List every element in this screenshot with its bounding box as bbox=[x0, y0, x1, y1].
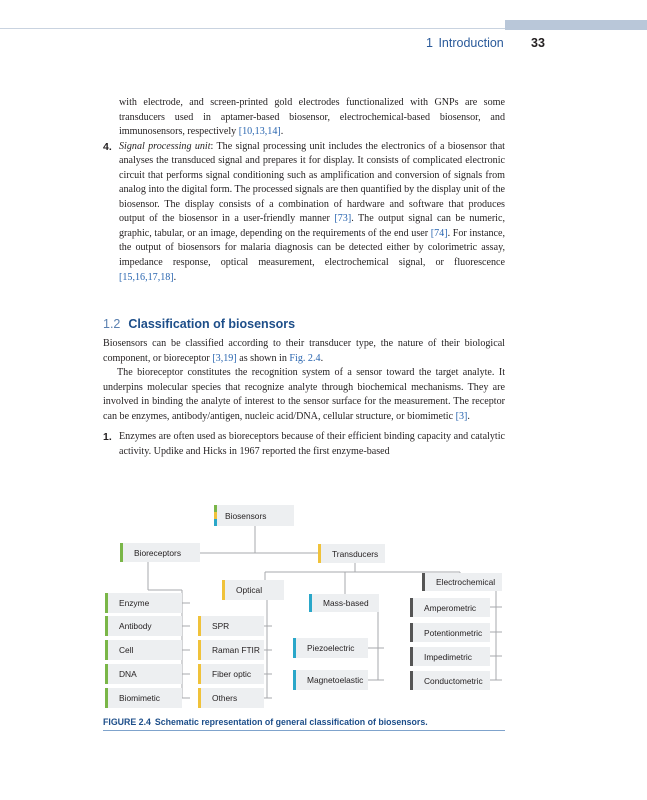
node-electrochemical: Electrochemical bbox=[422, 573, 502, 591]
paragraph-classification: Biosensors can be classified according to their transducer type, the nature of their biological component, or bioreceptor [3,19] as shown in Fig. 2.4. bbox=[103, 338, 505, 364]
figure-label: FIGURE 2.4 bbox=[103, 717, 151, 727]
node-biomimetic: Biomimetic bbox=[105, 688, 182, 708]
node-mass-based: Mass-based bbox=[309, 594, 379, 612]
citation-link[interactable]: [15,16,17,18] bbox=[119, 271, 174, 283]
node-piezoelectric: Piezoelectric bbox=[293, 638, 368, 658]
list-item-signal-processing: 4. Signal processing unit: The signal processing unit includes the electronics of a biosensor that analyses the transduced signal and prepares it for display. It consists of complicated electronic circuit that performs signal conditioning such as amplification and conversion of signals from analog into the digital form. The processed signals are then quantified by the display unit of the biosensor. The display consists of a combination of hardware and software that produces output of the biosensor in a user-friendly manner [73]. The output signal can be numeric, graphic, tabular, or an image, depending on the requirements of the end user [74]. For instance, the output of biosensors for malaria diagnosis can be detected either by colorimetric assay, impedance response, optical measurement, electrochemical signal, or fluorescence [15,16,17,18]. bbox=[103, 140, 506, 283]
item-title: Signal processing unit bbox=[119, 140, 211, 152]
citation-link[interactable]: [3,19] bbox=[212, 352, 237, 364]
chapter-title: Introduction bbox=[438, 36, 504, 50]
list-number: 4. bbox=[103, 140, 112, 153]
node-impedimetric: Impedimetric bbox=[410, 647, 490, 666]
node-enzyme: Enzyme bbox=[105, 593, 182, 613]
section-title: Classification of biosensors bbox=[128, 317, 296, 331]
figure-caption-text: Schematic representation of general classification of biosensors. bbox=[154, 717, 428, 727]
node-cell: Cell bbox=[105, 640, 182, 660]
node-optical: Optical bbox=[222, 580, 284, 600]
citation-link[interactable]: [3] bbox=[455, 410, 468, 422]
list-item-enzymes: 1. Enzymes are often used as bioreceptors because of their efficient binding capacity and catalytic activity. Updike and Hicks in 1967 reported the first enzyme-based bbox=[103, 431, 505, 457]
node-spr: SPR bbox=[198, 616, 264, 636]
list-number: 1. bbox=[103, 431, 112, 444]
node-others: Others bbox=[198, 688, 264, 708]
paragraph-bioreceptor: The bioreceptor constitutes the recognition system of a sensor toward the target analyte. It underpins molecular species that recognize analyte through biochemical mechanisms. They are involved in binding the analyte of interest to the sensor surface for the measurement. The receptor can be enzymes, antibody/antigen, nucleic acid/DNA, cellular structure, or biomimetic [3]. bbox=[103, 367, 505, 422]
node-potentionmetric: Potentionmetric bbox=[410, 623, 490, 642]
node-raman-ftir: Raman FTIR bbox=[198, 640, 264, 660]
citation-link[interactable]: [10,13,14] bbox=[238, 126, 281, 138]
page-number: 33 bbox=[531, 36, 545, 50]
node-transducers: Transducers bbox=[318, 544, 385, 563]
section-number: 1.2 bbox=[103, 317, 121, 331]
node-dna: DNA bbox=[105, 664, 182, 684]
node-bioreceptors: Bioreceptors bbox=[120, 543, 200, 562]
root-color-bar bbox=[214, 505, 217, 526]
node-amperometric: Amperometric bbox=[410, 598, 490, 617]
node-antibody: Antibody bbox=[105, 616, 182, 636]
node-conductometric: Conductometric bbox=[410, 671, 490, 690]
chapter-number: 1 bbox=[426, 36, 433, 50]
para-continuation: with electrode, and screen-printed gold electrodes functionalized with GNPs are some transducers used in aptamer-based biosensor, electrochemical-based biosensor, and immunosensors, respectively [10,13,14]. bbox=[119, 97, 505, 138]
node-magnetoelastic: Magnetoelastic bbox=[293, 670, 368, 690]
node-biosensors: Biosensors bbox=[214, 505, 294, 526]
figure-link[interactable]: Fig. 2.4 bbox=[289, 352, 321, 364]
citation-link[interactable]: [74] bbox=[430, 227, 448, 239]
node-fiber-optic: Fiber optic bbox=[198, 664, 264, 684]
citation-link[interactable]: [73] bbox=[334, 213, 352, 225]
figure-caption bbox=[103, 717, 505, 731]
